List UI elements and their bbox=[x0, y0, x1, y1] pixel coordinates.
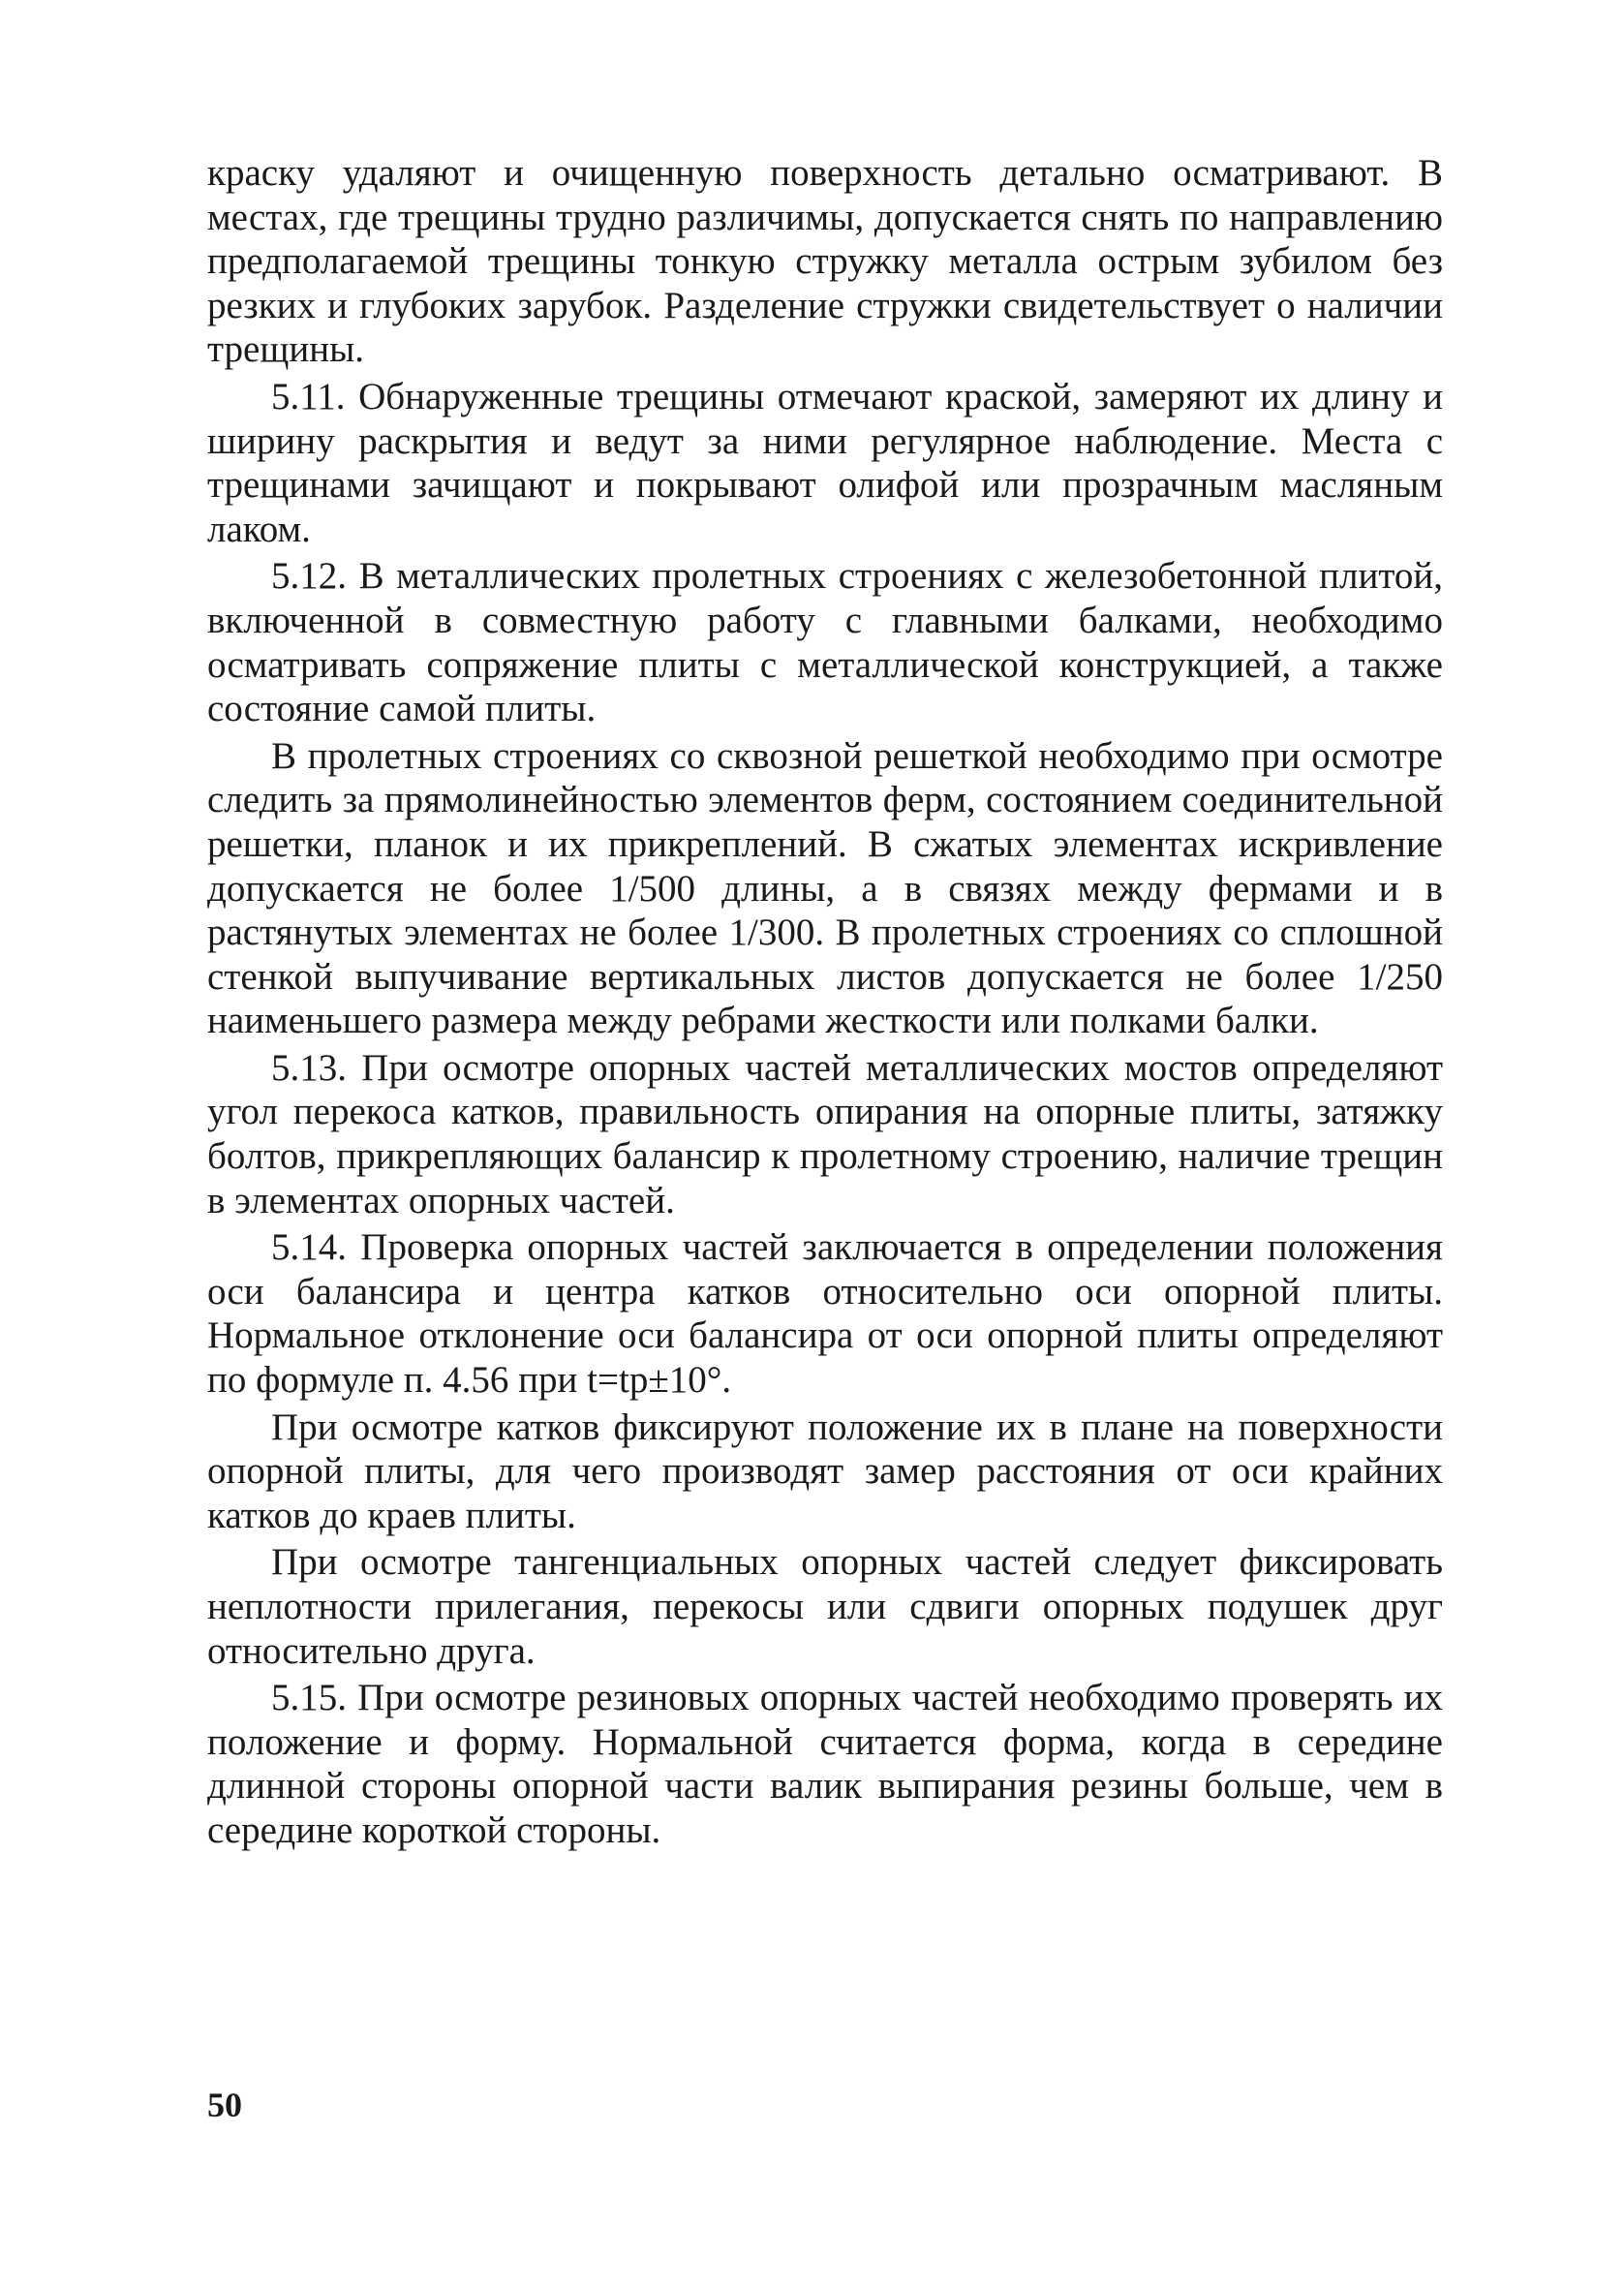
paragraph-5-11: 5.11. Обнаруженные трещины отмечают краской, замеряют их длину и ширину раскрытия и ведут за ними регулярное наблюдение. Места с трещинами зачищают и покрывают олифой или прозрачным масляным лаком. bbox=[207, 375, 1443, 550]
paragraph-rollers: При осмотре катков фиксируют положение их в плане на поверхности опорной плиты, для чего производят замер расстояния от оси крайних катков до краев плиты. bbox=[207, 1406, 1443, 1536]
paragraph-5-15: 5.15. При осмотре резиновых опорных частей необходимо проверять их положение и форму. Нормальной считается форма, когда в середине длинной стороны опорной части валик выпирания резины больше, чем в середине короткой стороны. bbox=[207, 1677, 1443, 1851]
paragraph-tangential: При осмотре тангенциальных опорных частей следует фиксировать неплотности прилегания, перекосы или сдвиги опорных подушек друг относительно друга. bbox=[207, 1541, 1443, 1672]
paragraph-5-12: 5.12. В металлических пролетных строениях с железобетонной плитой, включенной в совместную работу с главными балками, необходимо осматривать сопряжение плиты с металлической конструкцией, а также состояние самой плиты. bbox=[207, 555, 1443, 730]
paragraph-5-13: 5.13. При осмотре опорных частей металлических мостов определяют угол перекоса катков, правильность опирания на опорные плиты, затяжку болтов, прикрепляющих балансир к пролетному строению, наличие трещин в элементах опорных частей. bbox=[207, 1046, 1443, 1221]
paragraph-trusses: В пролетных строениях со сквозной решеткой необходимо при осмотре следить за прямолинейностью элементов ферм, состоянием соединительной решетки, планок и их прикреплений. В сжатых элементах искривление допускается не более 1/500 длины, а в связях между фермами и в растянутых элементах не более 1/300. В пролетных строениях со сплошной стенкой выпучивание вертикальных листов допускается не более 1/250 наименьшего размера между ребрами жесткости или полками балки. bbox=[207, 734, 1443, 1042]
page-body bbox=[207, 151, 1443, 1856]
paragraph-continuation: краску удаляют и очищенную поверхность детально осматривают. В местах, где трещины трудно различимы, допускается снять по направлению предполагаемой трещины тонкую стружку металла острым зубилом без резких и глубоких зарубок. Разделение стружки свидетельствует о наличии трещины. bbox=[207, 152, 1443, 371]
page-number: 50 bbox=[207, 2086, 242, 2124]
paragraph-5-14: 5.14. Проверка опорных частей заключается в определении положения оси балансира и центра катков относительно оси опорной плиты. Нормальное отклонение оси балансира от оси опорной плиты определяют по формуле п. 4.56 при t=tp±10°. bbox=[207, 1226, 1443, 1402]
